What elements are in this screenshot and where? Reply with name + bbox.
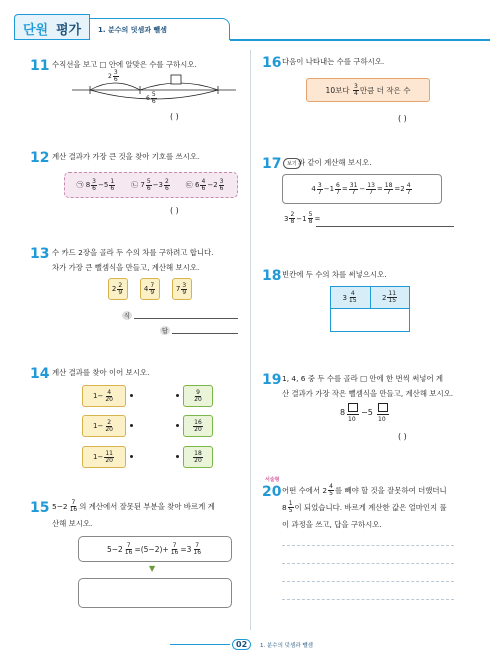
q14-right-dot-3[interactable]: [176, 455, 179, 458]
q13-card-3[interactable]: 7 $\frac{3}{9}$: [172, 278, 192, 300]
q14-right-3[interactable]: $\frac{18}{20}$: [183, 446, 213, 468]
q11-top-label: 2 $\frac{3}{6}$: [108, 69, 118, 83]
q20-answer-line-4[interactable]: [282, 599, 454, 600]
q11-bottom-label: 6 $\frac{5}{6}$: [146, 91, 156, 105]
q20-answer-line-3[interactable]: [282, 581, 454, 582]
q13-text-1: 수 카드 2장을 골라 두 수의 차를 구하려고 합니다.: [52, 248, 214, 257]
footer-page-number: 02: [232, 639, 251, 650]
q13-number: 13: [30, 246, 50, 262]
q12-number: 12: [30, 150, 50, 166]
q16-answer-paren[interactable]: ( ): [398, 114, 407, 123]
q13-dap-label: 답: [162, 328, 168, 335]
q14-right-dot-2[interactable]: [176, 424, 179, 427]
q14-left-dot-2[interactable]: [130, 424, 133, 427]
q11-text: 수직선을 보고 □ 안에 알맞은 수를 구하시오.: [52, 60, 197, 69]
q16-condition-box: 10보다 $\frac{3}{4}$ 만큼 더 작은 수: [306, 78, 430, 102]
q20-tag: 서술형: [265, 477, 280, 483]
q15-arrow-icon: ▼: [149, 564, 156, 573]
q14-left-3[interactable]: 1 − $\frac{11}{20}$: [82, 446, 126, 468]
q11-answer-paren[interactable]: ( ): [170, 112, 179, 121]
q13-dap-line[interactable]: [172, 333, 238, 334]
footer-unit: 1. 분수의 덧셈과 뺄셈: [260, 643, 313, 649]
q12-option-b[interactable]: ㉡ 7 $\frac{5}{6}$ − 3 $\frac{2}{6}$: [131, 177, 169, 192]
q16-text: 다음이 나타내는 수를 구하시오.: [282, 57, 385, 66]
header-title-b: 평가: [56, 23, 82, 38]
q19-number: 19: [262, 372, 282, 388]
q17-badge: 보기: [283, 158, 301, 169]
q12-text: 계산 결과가 가장 큰 것을 찾아 기호를 쓰시오.: [52, 152, 200, 161]
q17-text: 와 같이 계산해 보시오.: [298, 158, 372, 167]
q14-left-1[interactable]: 1 − $\frac{4}{20}$: [82, 385, 126, 407]
q20-answer-line-2[interactable]: [282, 563, 454, 564]
q14-left-dot-3[interactable]: [130, 455, 133, 458]
q14-text: 계산 결과를 찾아 이어 보시오.: [52, 368, 150, 377]
q13-sik-label: 식: [124, 313, 130, 320]
q19-text-1: 1, 4, 6 중 두 수를 골라 □ 안에 한 번씩 써넣어 계: [282, 374, 444, 383]
q20-text-3: 이 과정을 쓰고, 답을 구하시오.: [282, 520, 382, 529]
q15-text-2: 산해 보시오.: [52, 519, 93, 528]
q19-answer-paren[interactable]: ( ): [398, 432, 407, 441]
q14-right-2[interactable]: $\frac{16}{20}$: [183, 415, 213, 437]
q15-answer-box[interactable]: [78, 578, 232, 608]
q19-blank-2[interactable]: [378, 403, 388, 412]
q17-number: 17: [262, 156, 282, 172]
q20-text-1: 어떤 수에서 2 $\frac{4}{5}$ 를 빼야 할 것을 잘못하여 더했더니: [282, 483, 447, 497]
q17-example-box: 4 $\frac{3}{7}$ − 1 $\frac{6}{7}$ = $\frac{31}{7}$ − $\frac{13}{7}$ = $\frac{18}{7}$ = 2 $\frac{4}{7}$: [282, 174, 442, 204]
q18-cell-b: 2 $\frac{11}{15}$: [371, 287, 409, 309]
q16-number: 16: [262, 55, 282, 71]
q12-options-box: [64, 172, 238, 198]
q12-answer-paren[interactable]: ( ): [170, 206, 179, 215]
q17-answer-line[interactable]: [316, 226, 454, 227]
q12-option-a[interactable]: ㉠ 8 $\frac{3}{6}$ − 5 $\frac{1}{6}$: [76, 177, 115, 192]
q14-left-dot-1[interactable]: [130, 394, 133, 397]
q19-text-2: 산 결과가 가장 작은 뺄셈식을 만들고, 계산해 보시오.: [282, 389, 454, 398]
q13-card-2[interactable]: 4 $\frac{7}{9}$: [140, 278, 160, 300]
q13-card-1[interactable]: 2 $\frac{2}{9}$: [108, 278, 128, 300]
q14-right-1[interactable]: $\frac{9}{20}$: [183, 385, 213, 407]
footer: [0, 636, 500, 656]
q14-left-2[interactable]: 1 − $\frac{2}{20}$: [82, 415, 126, 437]
q15-text-1: 5−2 $\frac{7}{16}$ 의 계산에서 잘못된 부분을 찾아 바르게 계: [52, 499, 215, 513]
header-unit: 1. 분수의 덧셈과 뺄셈: [98, 26, 167, 34]
q14-number: 14: [30, 366, 50, 382]
q14-right-dot-1[interactable]: [176, 394, 179, 397]
q18-cell-a: 3 $\frac{4}{15}$: [331, 287, 371, 309]
q18-text: 빈칸에 두 수의 차를 써넣으시오.: [282, 270, 387, 279]
q15-equation-box: 5−2 $\frac{7}{16}$ =(5−2)+ $\frac{7}{16}$ =3 $\frac{7}{16}$: [78, 536, 232, 562]
q20-text-2: 8 $\frac{1}{5}$ 이 되었습니다. 바르게 계산한 값은 얼마인지 풀: [282, 500, 447, 514]
q20-answer-line-1[interactable]: [282, 545, 454, 546]
q20-number: 20: [262, 484, 282, 500]
q13-text-2: 차가 가장 큰 뺄셈식을 만들고, 계산해 보시오.: [52, 263, 200, 272]
q18-answer-cell[interactable]: [331, 309, 409, 331]
q17-task: 3 $\frac{2}{8}$ − 1 $\frac{5}{8}$ =: [284, 211, 321, 225]
q13-sik-line[interactable]: [134, 318, 238, 319]
header: [10, 14, 490, 40]
header-rule: [230, 39, 490, 41]
q15-number: 15: [30, 500, 50, 516]
q18-number: 18: [262, 268, 282, 284]
q12-option-c[interactable]: ㉢ 6 $\frac{4}{6}$ − 2 $\frac{3}{6}$: [185, 177, 224, 192]
q11-number: 11: [30, 58, 50, 74]
q18-table: [330, 286, 410, 332]
header-title-a: 단원: [23, 23, 49, 38]
column-divider: [250, 50, 251, 630]
q19-blank-1[interactable]: [348, 403, 358, 412]
q19-equation: 8 10 −5 10: [340, 402, 420, 428]
